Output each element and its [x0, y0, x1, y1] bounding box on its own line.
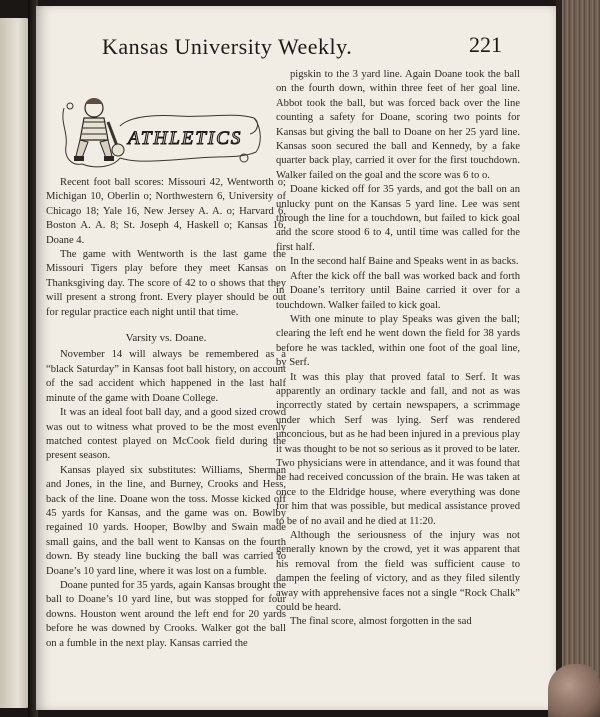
athletics-banner-illustration: [58, 88, 262, 174]
article-subheading: Varsity vs. Doane.: [125, 332, 207, 345]
right-column: [276, 68, 520, 630]
paragraph-pigskin: pigskin to the 3 yard line. Again Doane took the ball on the fourth down, within three feet of her goal line. Abbot took the ball, but was forced back over the line counting a safety for Doane, scoring two points for Kansas but giving the ball to Doane on her 25 yard line. Kansas soon secured the ball and Kennedy, by a fake quarter back play, carried it over for the first touchdown. Walker failed on the goal and the score was 6 to o.: [276, 69, 520, 181]
paragraph-black-saturday: November 14 will always be remembered as a “black Saturday” in Kansas foot ball history, on account of the sad accident which happened in the last half minute of the game with Doane College.: [46, 349, 286, 404]
paragraph-seriousness: Although the seriousness of the injury was not generally known by the crowd, yet it was apparent that his removal from the field was sufficient cause to dampen the feeling of victory, and as they filed silently away with apprehensive faces not a single “Rock Chalk” could be heard.: [276, 530, 520, 614]
paragraph-recent-scores: Recent foot ball scores: Missouri 42, Wentworth o; Michigan 10, Oberlin o; Northwestern 6, University of Chicago 18; Yale 16, New Jersey A. A. o; Harvard 6, Boston A. A. 8; St. Joseph 4, Haskell o; Kansas 16, Doane 4.: [46, 177, 286, 246]
page-fore-edge: [556, 0, 600, 717]
paragraph-doane-kicked-off: Doane kicked off for 35 yards, and got the ball on an unlucky punt on the Kansas 5 yard line. Lee was sent through the line for a touchdown, but failed to kick goal and the score stood 6 to 4, until time was called for the first half.: [276, 184, 520, 253]
paragraph-final-score: The final score, almost forgotten in the sad: [290, 616, 472, 628]
page-number: 221: [469, 32, 502, 57]
paragraph-ideal-day: It was an ideal foot ball day, and a good sized crowd was out to witness what proved to be the most evenly matched contest played on McCook field during the present season.: [46, 407, 286, 462]
paragraph-substitutes: Kansas played six substitutes: Williams, Sherman and Jones, in the line, and Burney, Crooks and Hess, back of the line. Doane won the toss. Mosse kicked off 45 yards for Kansas, and the game was on. Bowlby regained 10 yards. Hooper, Bowlby and Swain made small gains, and the ball went to Kansas on the fourth down. By steady line bucking the ball was carried to Doane’s 10 yard line, where it was lost on a fumble.: [46, 464, 286, 577]
paragraph-wentworth-game: The game with Wentworth is the last game the Missouri Tigers play before they meet Kansas on Thanksgiving day. The score of 42 to o shows that they will present a strong front. Every player should be out for regular practice each night until that time.: [46, 249, 286, 318]
left-column: [46, 176, 286, 651]
paragraph-second-half: In the second half Baine and Speaks went in as backs.: [290, 256, 519, 268]
football-player-figure: [74, 98, 114, 161]
previous-page-edge: [0, 18, 30, 708]
paragraph-doane-punted: Doane punted for 35 yards, again Kansas brought the ball to Doane’s 10 yard line, but was stopped for four downs. Houston went around the left end for 20 yards before he was downed by Crooks. Walker got the ball on a fumble in the next play. Kansas carried the: [46, 579, 286, 649]
paragraph-kick-off: After the kick off the ball was worked back and forth in Doane’s territory until Baine carried it over for a touchdown. Walker failed to kick goal.: [276, 270, 520, 311]
thumb-holding-page: [548, 664, 600, 717]
athletics-banner-text: ATHLETICS: [128, 128, 243, 149]
running-title: Kansas University Weekly.: [102, 34, 353, 59]
paragraph-one-minute: With one minute to play Speaks was given the ball; clearing the left end he went down the field for 38 yards before he was tackled, within one foot of the goal line, by Serf.: [276, 313, 520, 369]
paragraph-fatal-play: It was this play that proved fatal to Serf. It was apparently an ordinary tackle and fall, and not as was incorrectly stated by certain newspapers, a scrimmage under which Serf was lying. Serf was rendered unconcious, but as he had been injured in a previous play it was thought to be not so serious as it proved to be later. Two physicians were in attendance, and it was found that he had received concussion of the brain. He was taken at once to the Eldridge house, where everything was done for him that was possible, but medical assistance proved to be of no avail and he died at 11:20.: [276, 371, 520, 527]
page-header: [102, 34, 502, 68]
